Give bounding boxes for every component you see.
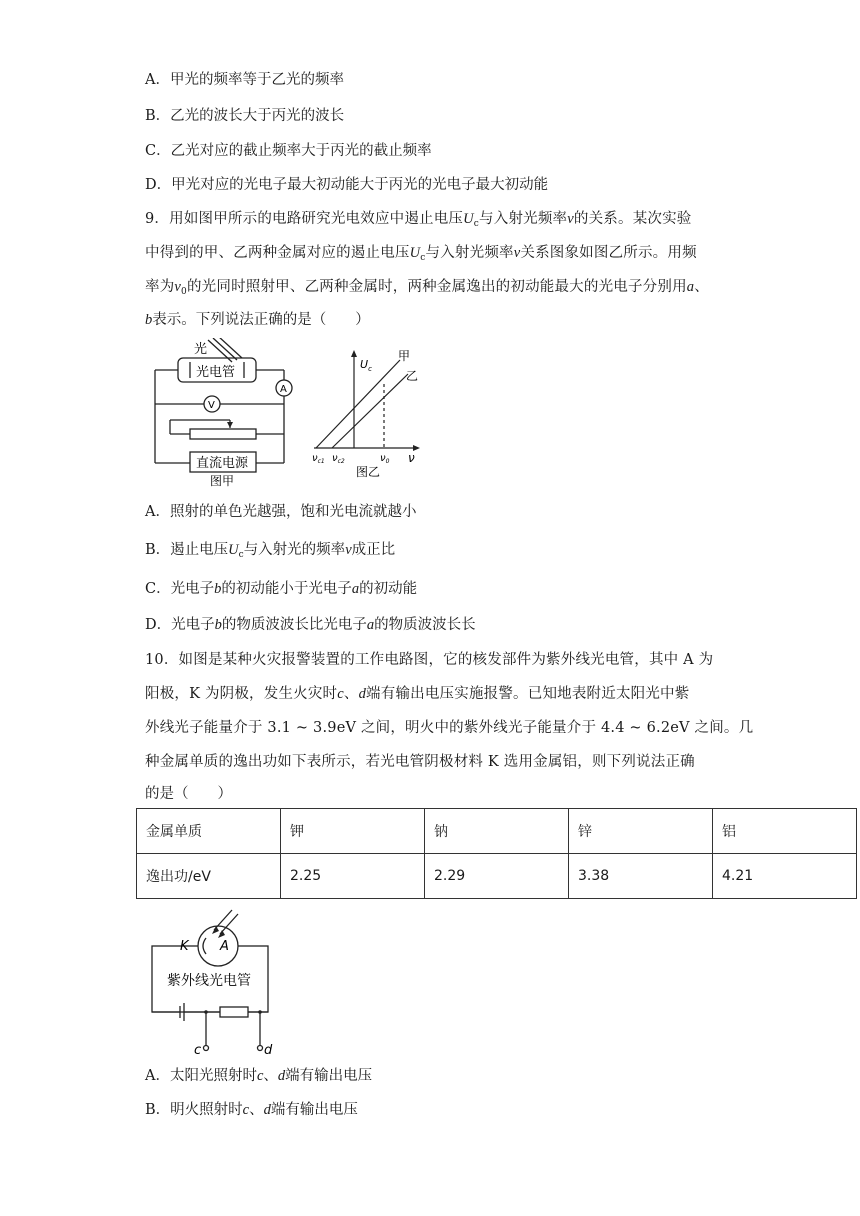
q10-option-a: A．太阳光照射时c、d端有输出电压 xyxy=(145,1068,373,1084)
q9-option-c: C．光电子b的初动能小于光电子a的初动能 xyxy=(145,581,418,597)
q10-stem-line5: 的是（ ） xyxy=(145,786,232,802)
q9-option-b: B．遏止电压$U_c$与入射光的频率ν成正比 xyxy=(145,542,396,560)
q10-stem-line3: 外线光子能量介于 3.1 ~ 3.9eV 之间，明火中的紫外线光子能量介于 4.4 ~ 6.2eV 之间。几 xyxy=(145,720,754,736)
q8-option-a: A．甲光的频率等于乙光的频率 xyxy=(145,72,344,88)
table-header-cell: 锌 xyxy=(569,809,713,854)
q9-option-a: A．照射的单色光越强，饱和光电流就越小 xyxy=(145,504,417,520)
figure-jia-caption: 图甲 xyxy=(210,474,235,488)
phototube-label: 光电管 xyxy=(196,365,236,380)
uv-tube-label: 紫外线光电管 xyxy=(167,973,251,989)
table-cell: 2.29 xyxy=(425,854,569,899)
x-axis-label: ν xyxy=(408,451,415,465)
figure-jia-circuit xyxy=(150,338,300,488)
q10-option-b: B．明火照射时c、d端有输出电压 xyxy=(145,1102,358,1118)
light-label: 光 xyxy=(194,342,208,357)
work-function-table xyxy=(136,808,857,899)
table-cell: 2.25 xyxy=(281,854,425,899)
q8-option-c: C．乙光对应的截止频率大于丙光的截止频率 xyxy=(145,143,432,159)
table-header-cell: 铝 xyxy=(713,809,857,854)
line-yi-label: 乙 xyxy=(406,369,419,383)
q9-stem-line2: 中得到的甲、乙两种金属对应的遏止电压$U_c$与入射光频率ν关系图象如图乙所示。用频 xyxy=(145,245,697,263)
y-axis-label: $U_c$ xyxy=(360,358,372,373)
tick-nu-c1: $\nu_{c1}$ xyxy=(312,453,325,465)
q9-stem-line3: 率为$\nu_0$的光同时照射甲、乙两种金属时，两种金属逸出的初动能最大的光电子分别用a、 xyxy=(145,279,709,297)
figure-uv-circuit xyxy=(146,908,286,1056)
voltmeter-label: V xyxy=(208,400,215,411)
table-header-cell: 钾 xyxy=(281,809,425,854)
terminal-d-label: d xyxy=(264,1043,273,1056)
table-header-cell: 金属单质 xyxy=(137,809,281,854)
cathode-k-label: K xyxy=(180,939,189,954)
anode-a-label: A xyxy=(220,939,229,954)
q10-stem-line1: 10．如图是某种火灾报警装置的工作电路图，它的核发部件为紫外线光电管，其中 A 为 xyxy=(145,652,714,668)
table-row xyxy=(137,809,857,854)
q9-stem-line4: b表示。下列说法正确的是（ ） xyxy=(145,312,370,328)
q10-stem-line2: 阳极，K 为阴极，发生火灾时c、d端有输出电压实施报警。已知地表附近太阳光中紫 xyxy=(145,686,690,702)
q8-option-d: D．甲光对应的光电子最大初动能大于丙光的光电子最大初动能 xyxy=(145,177,549,193)
terminal-c-label: c xyxy=(194,1043,202,1056)
figure-yi-caption: 图乙 xyxy=(356,465,381,479)
table-header-cell: 钠 xyxy=(425,809,569,854)
q9-option-d: D．光电子b的物质波波长比光电子a的物质波波长长 xyxy=(145,617,476,633)
table-cell: 逸出功/eV xyxy=(137,854,281,899)
table-cell: 3.38 xyxy=(569,854,713,899)
tick-nu-0: $\nu_0$ xyxy=(380,453,390,465)
line-jia-label: 甲 xyxy=(398,349,411,363)
q8-option-b: B．乙光的波长大于丙光的波长 xyxy=(145,108,345,124)
ammeter-label: A xyxy=(280,384,287,395)
table-row xyxy=(137,854,857,899)
table-cell: 4.21 xyxy=(713,854,857,899)
tick-nu-c2: $\nu_{c2}$ xyxy=(332,453,345,465)
dc-source-label: 直流电源 xyxy=(196,456,249,471)
q9-stem-line1: 9．用如图甲所示的电路研究光电效应中遏止电压$U_c$与入射光频率ν的关系。某次实验 xyxy=(145,211,692,229)
q10-stem-line4: 种金属单质的逸出功如下表所示，若光电管阴极材料 K 选用金属铝，则下列说法正确 xyxy=(145,754,695,770)
figure-yi-graph xyxy=(308,348,428,480)
